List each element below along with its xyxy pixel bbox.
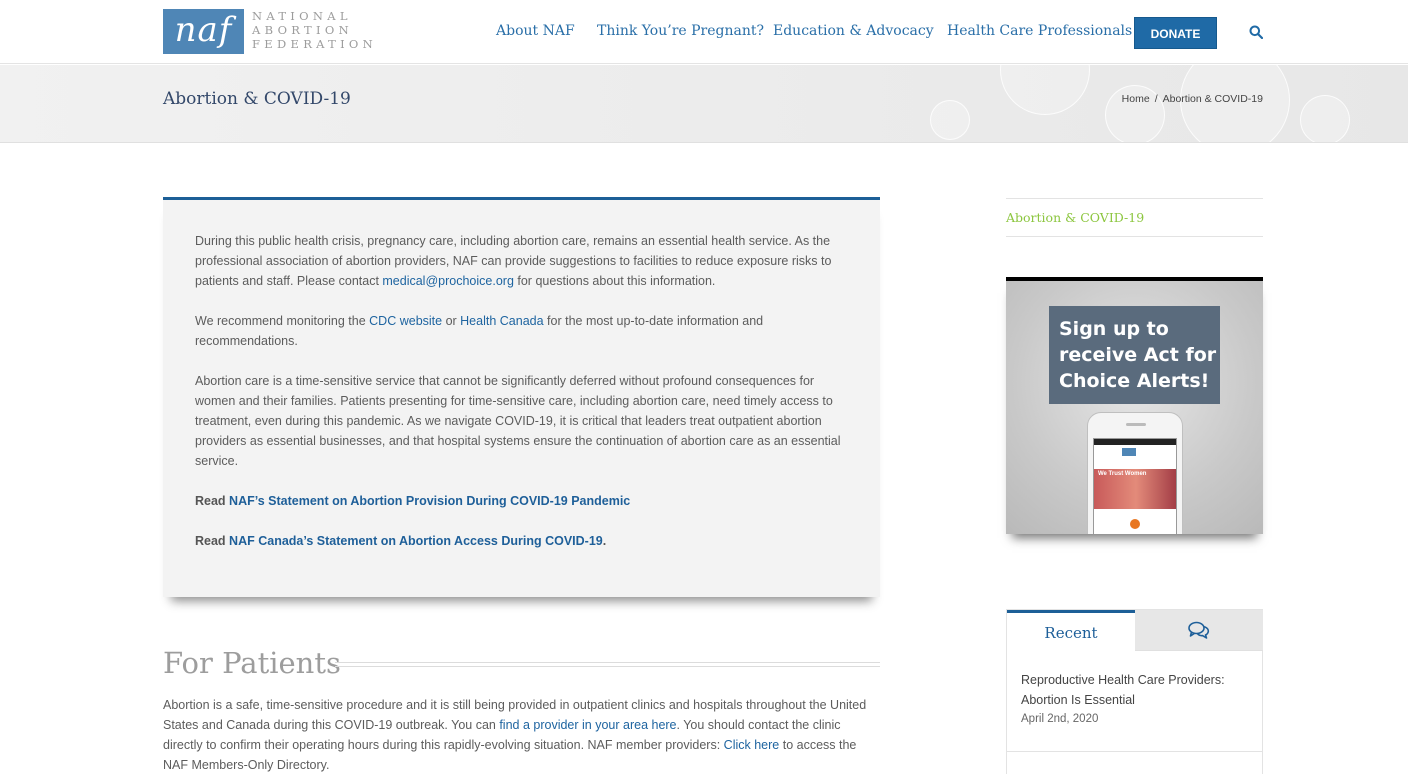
decorative-bubble [1000,65,1090,115]
read-suffix: . [602,534,607,548]
for-patients-paragraph [163,695,883,774]
nav-health-care-professionals[interactable]: Health Care Professionals [947,23,1133,39]
sidebar-menu [1006,198,1263,237]
post-divider [1007,751,1262,752]
members-directory-link[interactable]: Click here [723,738,780,752]
phone-illustration [1087,412,1183,534]
naf-statement-link[interactable]: NAF’s Statement on Abortion Provision During COVID-19 Pandemic [229,494,631,508]
health-canada-link[interactable]: Health Canada [460,314,544,328]
notice-read-1 [195,491,850,511]
recent-posts-widget [1006,609,1263,774]
nav-about-naf[interactable]: About NAF [496,23,575,39]
promo-line-1: Sign up to [1059,318,1169,340]
notice-p2-text-end: for the most up-to-date information and recommendations. [195,314,764,348]
phone-status-bar [1094,439,1177,445]
breadcrumb [1122,93,1263,105]
phone-screen [1093,438,1177,534]
tab-recent[interactable]: Recent [1007,610,1135,651]
decorative-bubble [1300,95,1350,143]
notice-p2-text-mid: or [442,314,461,328]
phone-button [1130,519,1140,529]
recent-post-title[interactable]: Reproductive Health Care Providers: Abortion Is Essential [1021,673,1225,707]
promo-line-3: Choice Alerts! [1059,370,1210,392]
cdc-website-link[interactable]: CDC website [369,314,443,328]
phone-speaker [1126,423,1146,426]
donate-button[interactable]: DONATE [1134,17,1217,49]
covid-notice-box [163,197,880,597]
notice-paragraph-2 [195,311,850,351]
for-patients-heading: For Patients [163,646,341,680]
medical-email-link[interactable]: medical@prochoice.org [382,274,514,288]
nav-education-advocacy[interactable]: Education & Advocacy [773,23,934,39]
tab-comments[interactable] [1135,610,1263,651]
naf-canada-statement-link[interactable]: NAF Canada’s Statement on Abortion Access During COVID-19 [229,534,603,548]
page-title-bar [0,65,1408,143]
page-title: Abortion & COVID-19 [163,89,351,109]
nav-think-youre-pregnant[interactable]: Think You’re Pregnant? [597,23,765,39]
logo-line-1: NATIONAL [252,9,352,23]
heading-divider [335,662,880,667]
read-prefix: Read [195,534,230,548]
notice-paragraph-3: Abortion care is a time-sensitive service that cannot be significantly deferred without profound consequences for women and their families. Patients presenting for time-sensitive care, including abortion care, need timely access to treatment, even during this pandemic. As we navigate COVID-19, it is critical that leaders treat outpatient abortion providers as essential businesses, and that hospital systems ensure the continuation of abortion care as an essential service. [195,374,841,468]
logo-mark: naf [163,9,244,54]
breadcrumb-separator: / [1154,93,1158,105]
act-for-choice-promo[interactable] [1006,277,1263,534]
logo-wordmark [252,9,377,51]
breadcrumb-home[interactable]: Home [1121,93,1150,105]
notice-paragraph-1 [195,231,850,291]
site-logo[interactable] [163,9,377,54]
notice-p1-text: During this public health crisis, pregnancy care, including abortion care, remains an essential health service. As the professional association of abortion providers, NAF can provide suggestions to facilities to reduce exposure risks to patients and staff. Please contact [195,234,832,288]
logo-line-2: ABORTION [252,23,353,37]
site-header [0,0,1408,64]
promo-line-2: receive Act for [1059,344,1217,366]
patients-text-end: to access the NAF Members-Only Directory. [163,738,857,772]
phone-logo [1122,448,1136,456]
recent-post-date: April 2nd, 2020 [1021,713,1099,725]
decorative-bubble [930,100,970,140]
phone-hero-text: We Trust Women [1098,471,1147,477]
comments-icon [1188,621,1210,639]
logo-line-3: FEDERATION [252,37,378,51]
promo-text-box [1049,306,1220,404]
notice-read-2 [195,531,850,551]
search-icon[interactable] [1249,25,1263,39]
patients-text: Abortion is a safe, time-sensitive procedure and it is still being provided in outpatient clinics and hospitals throughout the United States and Canada during this COVID-19 outbreak. You can [163,698,867,732]
notice-p1-text-end: for questions about this information. [513,274,716,288]
patients-text-mid: . You should contact the clinic directly to confirm their operating hours during this rapidly-evolving situation. NAF member providers: [163,718,841,752]
sidebar-item-abortion-covid[interactable]: Abortion & COVID-19 [1006,210,1145,225]
breadcrumb-current: Abortion & COVID-19 [1162,93,1263,105]
notice-p2-text: We recommend monitoring the [195,314,370,328]
find-provider-link[interactable]: find a provider in your area here [499,718,677,732]
read-prefix: Read [195,494,230,508]
